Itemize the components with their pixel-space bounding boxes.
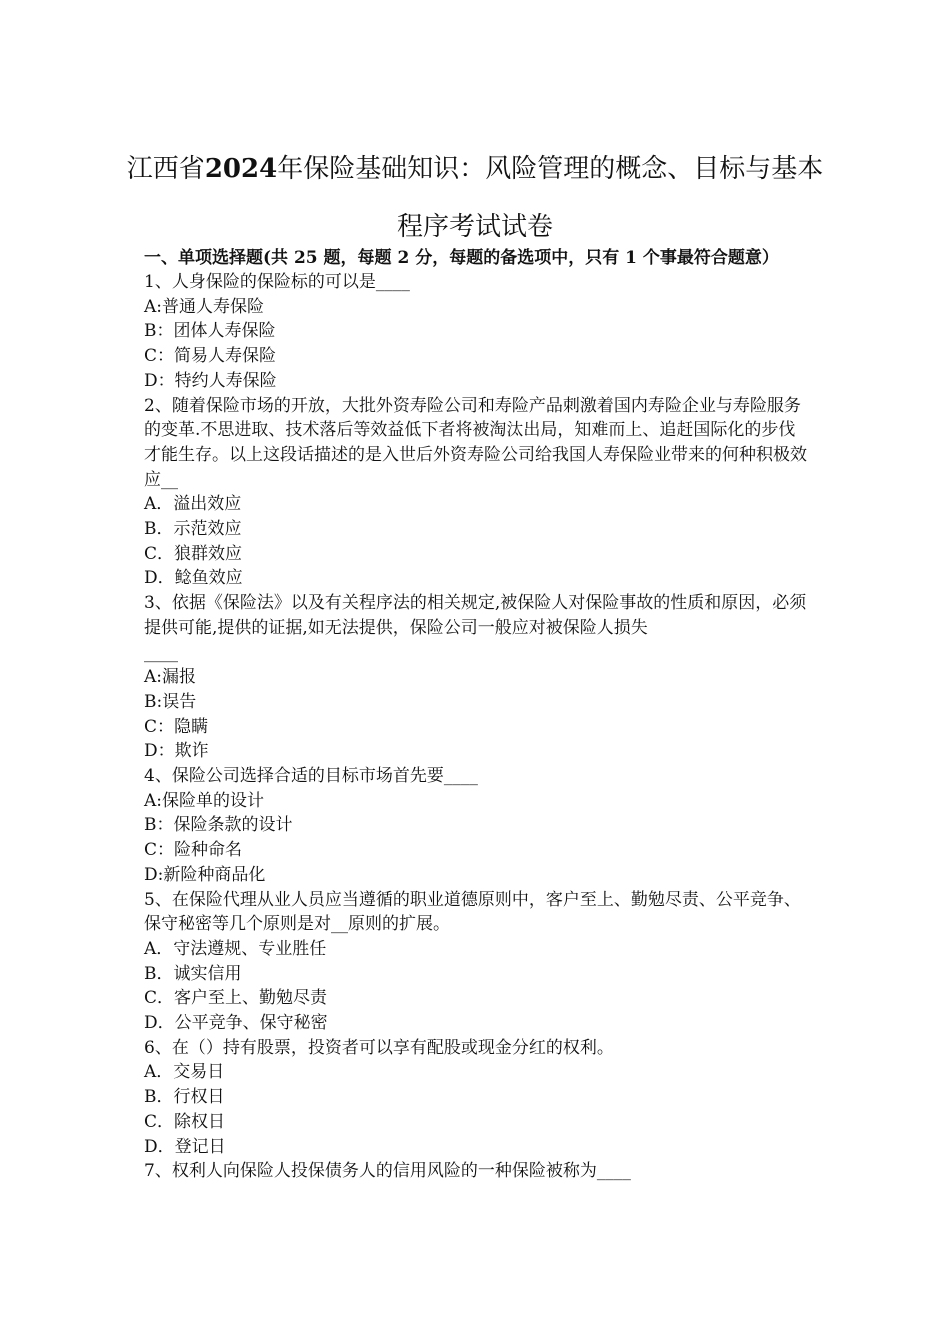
- option-b: B：团体人寿保险: [144, 321, 276, 342]
- question-text: 7、权利人向保险人投保债务人的信用风险的一种保险被称为____: [144, 1161, 631, 1182]
- question-2: [144, 394, 808, 592]
- question-text: 4、保险公司选择合适的目标市场首先要____: [144, 766, 478, 787]
- question-1: [144, 270, 808, 394]
- option-c: C：险种命名: [144, 840, 243, 861]
- document-title: [120, 140, 830, 256]
- option-c: C．狼群效应: [144, 543, 243, 564]
- question-text: 5、在保险代理从业人员应当遵循的职业道德原则中，客户至上、勤勉尽责、公平竞争、保守秘密等几个原则是对__原则的扩展。: [144, 889, 801, 935]
- question-5: [144, 888, 808, 1036]
- option-a: A．溢出效应: [144, 494, 242, 515]
- question-text: 2、随着保险市场的开放，大批外资寿险公司和寿险产品刺激着国内寿险企业与寿险服务的变革.不思进取、技术落后等效益低下者将被淘汰出局，知难而上、追赶国际化的步伐才能生存。以上这段话描述的是入世后外资寿险公司给我国人寿保险业带来的何种积极效应__: [144, 395, 807, 490]
- option-c: C．除权日: [144, 1111, 226, 1132]
- option-a: A:漏报: [144, 667, 197, 688]
- option-a: A．守法遵规、专业胜任: [144, 938, 327, 959]
- answer-blank: ____: [144, 642, 178, 663]
- question-text: 1、人身保险的保险标的可以是____: [144, 272, 410, 292]
- question-7: [144, 1159, 808, 1184]
- question-3: [144, 591, 808, 764]
- option-d: D：欺诈: [144, 741, 209, 762]
- question-text: 3、依据《保险法》以及有关程序法的相关规定,被保险人对保险事故的性质和原因，必须提供可能,提供的证据,如无法提供，保险公司一般应对被保险人损失: [144, 593, 807, 638]
- option-b: B．行权日: [144, 1087, 225, 1108]
- option-d: D．公平竞争、保守秘密: [144, 1013, 328, 1034]
- option-b: B．诚实信用: [144, 963, 242, 984]
- title-year: 2024: [204, 154, 278, 184]
- option-a: A:普通人寿保险: [144, 296, 265, 317]
- option-a: A:保险单的设计: [144, 790, 265, 811]
- option-d: D：特约人寿保险: [144, 370, 277, 391]
- option-c: C．客户至上、勤勉尽责: [144, 988, 328, 1009]
- question-text: 6、在（）持有股票，投资者可以享有配股或现金分红的权利。: [144, 1037, 614, 1058]
- option-c: C：隐瞒: [144, 716, 209, 737]
- title-suffix: 年保险基础知识：风险管理的概念、目标与基本程序考试试卷: [277, 154, 824, 242]
- option-b: B：保险条款的设计: [144, 815, 293, 836]
- question-4: [144, 764, 808, 888]
- section-heading: 一、单项选择题(共 25 题，每题 2 分，每题的备选项中，只有 1 个事最符合题意）: [144, 248, 779, 268]
- option-a: A．交易日: [144, 1062, 225, 1083]
- option-d: D．登记日: [144, 1136, 226, 1157]
- title-prefix: 江西省: [126, 154, 205, 184]
- option-d: D．鲶鱼效应: [144, 568, 243, 589]
- exam-content: [144, 246, 808, 1184]
- option-c: C：简易人寿保险: [144, 346, 277, 367]
- option-b: B．示范效应: [144, 519, 242, 540]
- option-d: D:新险种商品化: [144, 864, 266, 885]
- question-6: [144, 1036, 808, 1160]
- option-b: B:误告: [144, 691, 197, 712]
